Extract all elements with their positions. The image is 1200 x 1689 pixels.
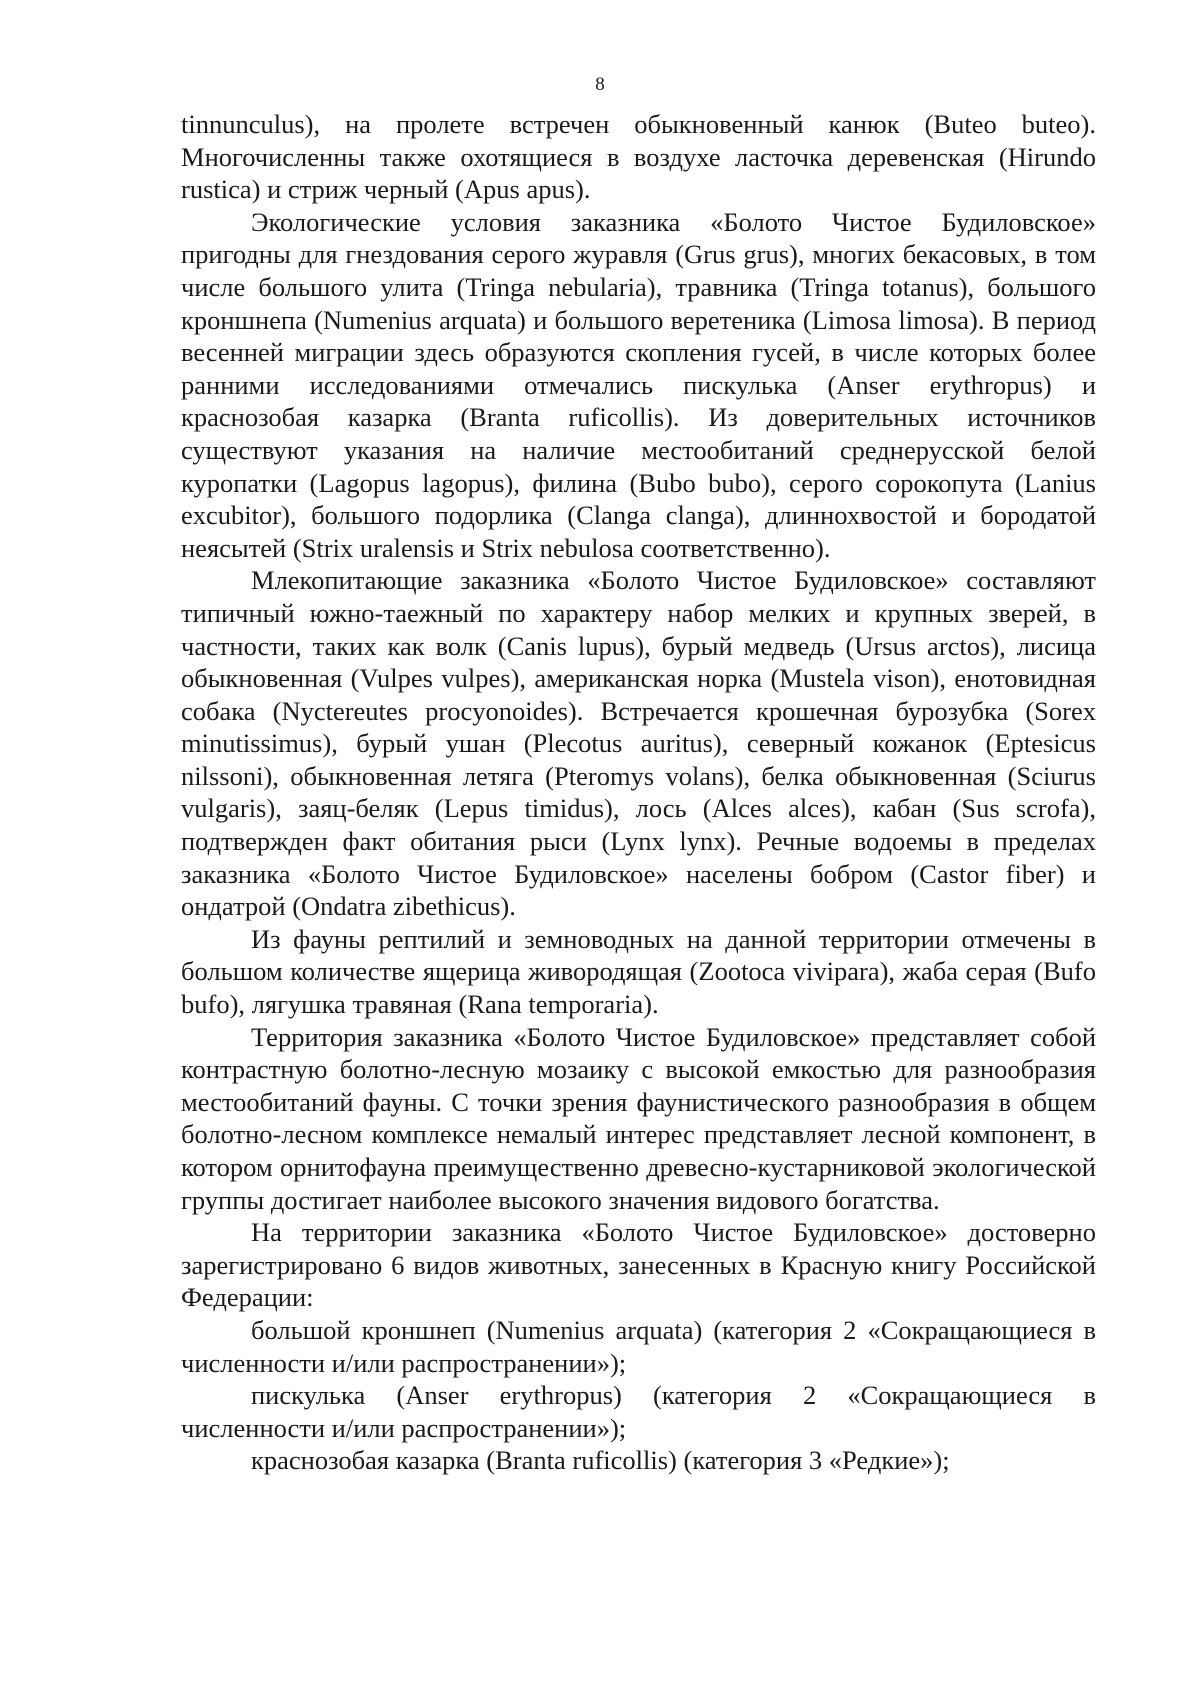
paragraph: Экологические условия заказника «Болото Чистое Будиловское» пригодны для гнездования серого журавля (Grus grus), многих бекасовых, в том числе большого улита (Tringa nebularia), травника (Tringa totanus), большого кроншнепа (Numenius arquata) и большого веретеника (Limosa limosa). В период весенней миграции здесь образуются скопления гусей, в числе которых более ранними исследованиями отмечались пискулька (Anser erythropus) и краснозобая казарка (Branta ruficollis). Из доверительных источников существуют указания на наличие местообитаний среднерусской белой куропатки (Lagopus lagopus), филина (Bubo bubo), серого сорокопута (Lanius excubitor), большого подорлика (Clanga clanga), длиннохвостой и бородатой неясытей (Strix uralensis и Strix nebulosa соответственно). xyxy=(181,206,1096,563)
paragraph: Территория заказника «Болото Чистое Будиловское» представляет собой контрастную болотно-лесную мозаику с высокой емкостью для разнообразия местообитаний фауны. С точки зрения фаунистического разнообразия в общем болотно-лесном комплексе немалый интерес представляет лесной компонент, в котором орнитофауна преимущественно древесно-кустарниковой экологической группы достигает наиболее высокого значения видового богатства. xyxy=(181,1021,1096,1215)
paragraph: краснозобая казарка (Branta ruficollis) (категория 3 «Редкие»); xyxy=(251,1445,950,1476)
paragraph: tinnunculus), на пролете встречен обыкновенный канюк (Buteo buteo). Многочисленны также охотящиеся в воздухе ласточка деревенская (Hirundo rustica) и стриж черный (Apus apus). xyxy=(181,109,1096,205)
paragraph: На территории заказника «Болото Чистое Будиловское» достоверно зарегистрировано 6 видов животных, занесенных в Красную книгу Российской Федерации: xyxy=(181,1217,1096,1313)
paragraph: большой кроншнеп (Numenius arquata) (категория 2 «Сокращающиеся в численности и/или распространении»); xyxy=(181,1314,1096,1378)
paragraph: Млекопитающие заказника «Болото Чистое Будиловское» составляют типичный южно-таежный по характеру набор мелких и крупных зверей, в частности, таких как волк (Canis lupus), бурый медведь (Ursus arctos), лисица обыкновенная (Vulpes vulpes), американская норка (Mustela vison), енотовидная собака (Nyctereutes procyonoides). Встречается крошечная бурозубка (Sorex minutissimus), бурый ушан (Plecotus auritus), северный кожанок (Eptesicus nilssoni), обыкновенная летяга (Pteromys volans), белка обыкновенная (Sciurus vulgaris), заяц-беляк (Lepus timidus), лось (Alces alces), кабан (Sus scrofa), подтвержден факт обитания рыси (Lynx lynx). Речные водоемы в пределах заказника «Болото Чистое Будиловское» населены бобром (Castor fiber) и ондатрой (Ondatra zibethicus). xyxy=(181,565,1096,922)
page-number: 8 xyxy=(595,74,605,95)
paragraph: пискулька (Anser erythropus) (категория 2 «Сокращающиеся в численности и/или распространении»); xyxy=(181,1380,1096,1443)
body-text xyxy=(181,108,1096,1477)
paragraph: Из фауны рептилий и земноводных на данной территории отмечены в большом количестве ящерица живородящая (Zootoca vivipara), жаба серая (Bufo bufo), лягушка травяная (Rana temporaria). xyxy=(181,923,1096,1020)
